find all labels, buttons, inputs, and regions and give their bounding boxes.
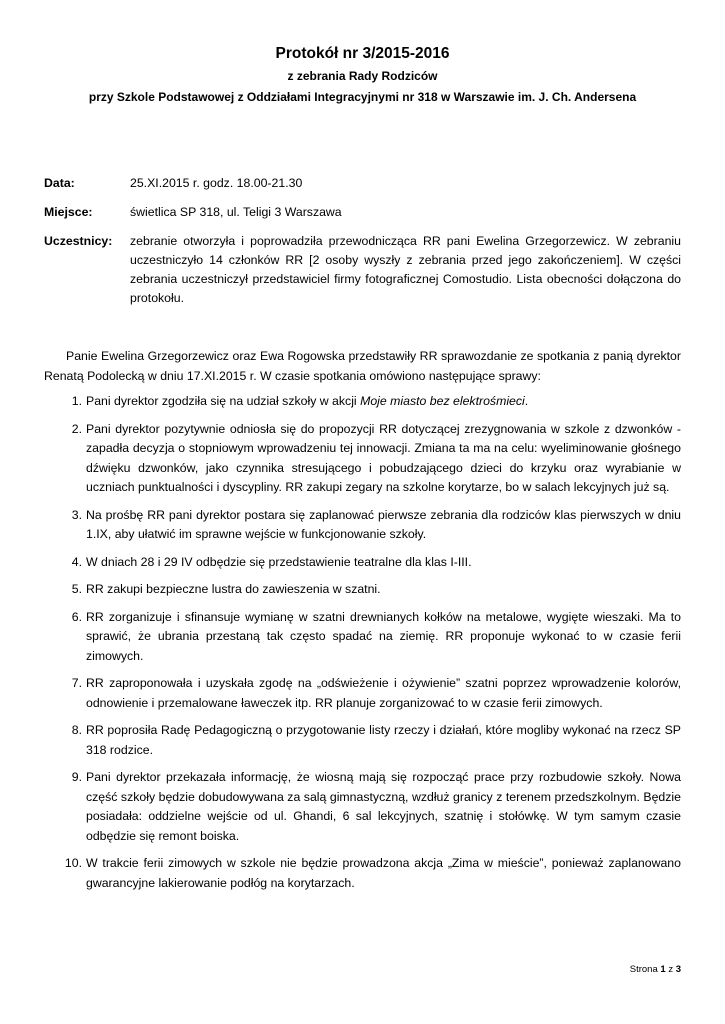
item-number: 4. xyxy=(71,554,82,569)
page-footer xyxy=(630,964,681,975)
participants-row xyxy=(44,232,681,308)
place-row xyxy=(44,203,681,222)
item-text xyxy=(86,392,681,412)
item-text: Pani dyrektor przekazała informację, że wiosną mają się rozpocząć prace przy rozbudowie szkoły. Nowa część szkoły będzie dobudowywana za salą gimnastyczną, wzdłuż granicy z terenem przedszkolnym. Będzie posiadała: oddzielne wejście od ul. Ghandi, 6 sal lekcyjnych, szatnię i stołówkę. W tym samym czasie odbędzie się remont boiska. xyxy=(86,770,681,843)
item-text-italic: Moje miasto bez elektrośmieci xyxy=(360,394,525,408)
item-number: 10. xyxy=(64,856,82,870)
item-number: 1. xyxy=(71,394,82,408)
item-text: RR zakupi bezpieczne lustra do zawieszenia w szatni. xyxy=(86,582,381,596)
item-number: 7. xyxy=(71,676,82,690)
meeting-details xyxy=(44,174,681,318)
item-text-main: Pani dyrektor zgodziła się na udział szkoły w akcji xyxy=(86,394,361,408)
school-name: przy Szkole Podstawowej z Oddziałami Integracyjnymi nr 318 w Warszawie im. J. Ch. Andersena xyxy=(88,90,637,104)
item-text: W dniach 28 i 29 IV odbędzie się przedstawienie teatralne dla klas I-III. xyxy=(86,554,472,569)
document-body xyxy=(44,347,681,901)
date-row xyxy=(44,174,681,193)
item-number: 8. xyxy=(71,723,82,737)
document-header xyxy=(0,45,725,104)
page-label: Strona xyxy=(629,964,658,975)
list-item xyxy=(44,420,681,498)
intro-paragraph: Panie Ewelina Grzegorzewicz oraz Ewa Rogowska przedstawiły RR sprawozdanie ze spotkania z panią dyrektor Renatą Podolecką w dniu 17.XI.2015 r. W czasie spotkania omówiono następujące sprawy: xyxy=(44,349,681,383)
list-item xyxy=(44,506,681,545)
item-number: 6. xyxy=(71,609,82,624)
date-value: 25.XI.2015 r. godz. 18.00-21.30 xyxy=(130,176,303,190)
list-item xyxy=(44,608,681,667)
date-label: Data: xyxy=(44,176,75,190)
list-item xyxy=(44,674,681,713)
item-number: 3. xyxy=(71,507,82,522)
item-text: Pani dyrektor pozytywnie odniosła się do propozycji RR dotyczącej zrezygnowania w szkole z dzwonków - zapadła decyzja o stopniowym wprowadzeniu tej innowacji. Zmiana ta ma na celu: wyeliminowanie głośnego dźwięku dzwonków, jako czynnika stresującego i pobudzającego dzieci do krzyku oraz wyrabianie w uczniach punktualności i dyscypliny. RR zakupi zegary na szkolne korytarze, bo w salach lekcyjnych już są. xyxy=(86,421,681,494)
document-title: Protokół nr 3/2015-2016 xyxy=(275,45,450,62)
item-text: RR zorganizuje i sfinansuje wymianę w szatni drewnianych kołków na metalowe, wygięte wieszaki. Ma to sprawić, że ubrania przestaną tak często spadać na ziemię. RR proponuje wykonać to w czasie ferii zimowych. xyxy=(86,609,681,663)
item-text-tail: . xyxy=(524,394,529,408)
list-item xyxy=(44,392,681,412)
item-text: Na prośbę RR pani dyrektor postara się zaplanować pierwsze zebrania dla rodziców klas pierwszych w dniu 1.IX, aby ułatwić im sprawne wejście w funkcjonowanie szkoły. xyxy=(86,507,681,541)
place-label: Miejsce: xyxy=(44,205,93,219)
participants-label: Uczestnicy: xyxy=(44,234,113,248)
item-text: W trakcie ferii zimowych w szkole nie będzie prowadzona akcja „Zima w mieście”, ponieważ zaplanowano gwarancyjne lakierowanie podłóg na korytarzach. xyxy=(86,856,681,890)
item-text: RR zaproponowała i uzyskała zgodę na „odświeżenie i ożywienie” szatni poprzez wprowadzenie kolorów, odnowienie i przemalowane ławeczek itp. RR planuje zorganizować to w czasie ferii zimowych. xyxy=(86,676,681,710)
document-subtitle: z zebrania Rady Rodziców xyxy=(287,69,438,83)
page-separator: z xyxy=(668,964,674,975)
item-text: RR poprosiła Radę Pedagogiczną o przygotowanie listy rzeczy i działań, które mogliby wykonać na rzecz SP 318 rodzice. xyxy=(86,723,681,757)
list-item xyxy=(44,553,681,573)
place-value: świetlica SP 318, ul. Teligi 3 Warszawa xyxy=(130,205,342,219)
total-pages: 3 xyxy=(675,964,681,975)
list-item xyxy=(44,580,681,600)
item-number: 5. xyxy=(71,582,82,596)
current-page: 1 xyxy=(660,964,666,975)
list-item xyxy=(44,721,681,760)
agenda-list xyxy=(44,392,681,893)
participants-value: zebranie otworzyła i poprowadziła przewodnicząca RR pani Ewelina Grzegorzewicz. W zebraniu uczestniczyło 14 członków RR [2 osoby wyszły z zebrania przed jego zakończeniem]. W części zebrania uczestniczył przedstawiciel firmy fotograficznej Comostudio. Lista obecności dołączona do protokołu. xyxy=(130,234,681,305)
item-number: 9. xyxy=(71,770,82,784)
list-item xyxy=(44,854,681,893)
item-number: 2. xyxy=(71,421,82,436)
list-item xyxy=(44,768,681,846)
